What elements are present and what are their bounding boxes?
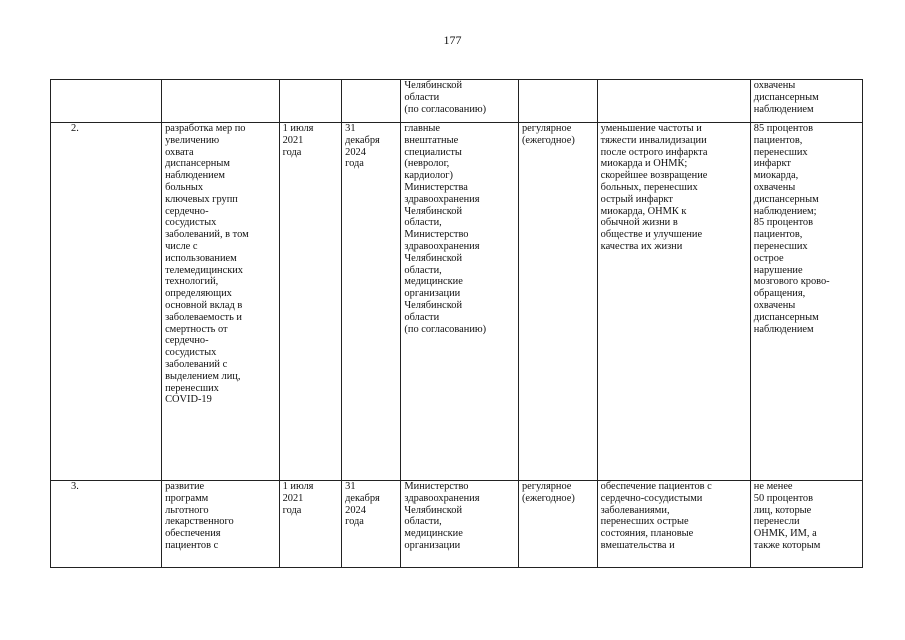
cell-line: области,	[404, 264, 442, 276]
cell-line: 2024	[345, 504, 366, 516]
cell-number: 2.	[51, 123, 162, 481]
cell-line: охвачены	[753, 181, 796, 193]
table-row	[51, 481, 863, 568]
cell-line: декабря	[345, 492, 380, 504]
cell-line: после острого инфаркта	[600, 146, 708, 158]
cell-line: заболеваний с	[165, 358, 228, 370]
cell-line: Министерство	[404, 481, 469, 492]
cell-start-date	[279, 80, 342, 123]
cell-line: пациентов,	[753, 134, 803, 146]
cell-line: (по согласованию)	[404, 323, 487, 335]
cell-line: перенесших острые	[600, 516, 689, 528]
cell-indicator	[750, 80, 862, 123]
cell-line: ОНМК, ИМ, а	[753, 528, 817, 540]
cell-line: охвачены	[753, 299, 796, 311]
cell-line: обеспечения	[165, 528, 221, 540]
cell-line: охвачены	[753, 80, 796, 91]
cell-line: лиц, которые	[753, 504, 812, 516]
cell-line: диспансерным	[165, 158, 230, 170]
cell-line: наблюдением;	[753, 205, 817, 217]
cell-indicator	[750, 481, 862, 568]
cell-line: Челябинской	[404, 205, 463, 217]
cell-measure	[162, 123, 280, 481]
cell-line: ключевых групп	[165, 193, 238, 205]
cell-line: перенесших	[165, 382, 219, 394]
cell-line: медицинские	[404, 528, 463, 540]
cell-line: льготного	[165, 504, 209, 516]
cell-line: миокарда, ОНМК к	[600, 205, 687, 217]
cell-line: внештатные	[404, 134, 459, 146]
cell-line: 85 процентов	[753, 123, 813, 134]
cell-line: 50 процентов	[753, 492, 813, 504]
cell-line: качества их жизни	[600, 240, 683, 252]
cell-measure	[162, 481, 280, 568]
cell-line: развитие	[165, 481, 205, 492]
cell-line: обращения,	[753, 288, 806, 300]
cell-line: специалисты	[404, 146, 462, 158]
cell-line: сердечно-сосудистыми	[600, 492, 703, 504]
cell-line: 2021	[282, 492, 304, 504]
cell-periodicity	[518, 80, 597, 123]
cell-line: области,	[404, 217, 442, 229]
cell-responsible	[401, 123, 519, 481]
cell-line: COVID-19	[165, 394, 212, 406]
cell-line: обществе и улучшение	[600, 229, 703, 241]
cell-line: перенесли	[753, 516, 800, 528]
cell-line: тяжести инвалидизации	[600, 134, 707, 146]
cell-line: заболеваниями,	[600, 504, 670, 516]
cell-line: (ежегодное)	[521, 134, 575, 146]
cell-line: использованием	[165, 252, 237, 264]
cell-line: заболеваний, в том	[165, 229, 249, 241]
cell-line: обычной жизни в	[600, 217, 678, 229]
cell-line: пациентов,	[753, 229, 803, 241]
cell-line: обеспечение пациентов с	[600, 481, 712, 492]
cell-line: 1 июля	[282, 481, 314, 492]
cell-line: острый инфаркт	[600, 193, 673, 205]
cell-number	[51, 80, 162, 123]
cell-line: не менее	[753, 481, 793, 492]
cell-line: числе с	[165, 240, 198, 252]
cell-line: нарушение	[753, 264, 803, 276]
cell-line: разработка мер по	[165, 123, 246, 134]
cell-line: состояния, плановые	[600, 528, 694, 540]
cell-line: (ежегодное)	[521, 492, 575, 504]
cell-line: больных	[165, 181, 204, 193]
cell-line: смертность от	[165, 323, 228, 335]
table-row	[51, 123, 863, 481]
page-number: 177	[443, 33, 462, 47]
cell-line: организации	[404, 288, 461, 300]
cell-line: уменьшение частоты и	[600, 123, 702, 134]
cell-line: регулярное	[521, 123, 572, 134]
cell-line: наблюдением	[753, 103, 814, 115]
cell-line: сердечно-	[165, 205, 209, 217]
cell-line: декабря	[345, 134, 380, 146]
cell-line: области	[404, 91, 440, 103]
cell-line: скорейшее возвращение	[600, 170, 708, 182]
cell-start-date	[279, 481, 342, 568]
cell-line: наблюдением	[165, 170, 225, 182]
cell-line: сердечно-	[165, 335, 209, 347]
cell-line: заболеваемость и	[165, 311, 242, 323]
cell-line: медицинские	[404, 276, 463, 288]
cell-indicator	[750, 123, 862, 481]
cell-line: диспансерным	[753, 193, 819, 205]
cell-result	[597, 80, 750, 123]
cell-line: области	[404, 311, 440, 323]
cell-line: Министерство	[404, 229, 469, 241]
cell-line: Челябинской	[404, 299, 463, 311]
cell-line: Министерства	[404, 181, 468, 193]
cell-line: лекарственного	[165, 516, 234, 528]
cell-line: наблюдением	[753, 323, 814, 335]
cell-line: здравоохранения	[404, 240, 480, 252]
cell-line: определяющих	[165, 288, 232, 300]
cell-line: больных, перенесших	[600, 181, 698, 193]
cell-responsible	[401, 80, 519, 123]
cell-line: сосудистых	[165, 347, 217, 359]
cell-line: регулярное	[521, 481, 572, 492]
cell-start-date	[279, 123, 342, 481]
cell-line: сосудистых	[165, 217, 217, 229]
cell-number: 3.	[51, 481, 162, 568]
cell-line: года	[345, 516, 364, 528]
cell-line: перенесших	[753, 146, 808, 158]
cell-line: миокарда и ОНМК;	[600, 158, 688, 170]
cell-line: кардиолог)	[404, 170, 453, 182]
cell-line: 1 июля	[282, 123, 314, 134]
cell-end-date	[342, 80, 401, 123]
cell-line: выделением лиц,	[165, 370, 241, 382]
cell-responsible	[401, 481, 519, 568]
cell-line: пациентов с	[165, 539, 219, 551]
cell-result	[597, 481, 750, 568]
cell-line: миокарда,	[753, 170, 799, 182]
cell-line: диспансерным	[753, 91, 819, 103]
cell-line: Челябинской	[404, 252, 463, 264]
cell-line: охвата	[165, 146, 194, 158]
cell-line: мозгового крово-	[753, 276, 830, 288]
cell-line: телемедицинских	[165, 264, 244, 276]
cell-line: области,	[404, 516, 442, 528]
cell-line: инфаркт	[753, 158, 791, 170]
cell-line: главные	[404, 123, 441, 134]
cell-line: здравоохранения	[404, 193, 480, 205]
cell-line: перенесших	[753, 240, 808, 252]
cell-line: 31	[345, 481, 356, 492]
cell-line: здравоохранения	[404, 492, 480, 504]
cell-line: (по согласованию)	[404, 103, 487, 115]
cell-periodicity	[518, 481, 597, 568]
cell-periodicity	[518, 123, 597, 481]
cell-line: 2021	[282, 134, 304, 146]
cell-line: 31	[345, 123, 356, 134]
cell-measure	[162, 80, 280, 123]
cell-line: увеличению	[165, 134, 220, 146]
cell-end-date	[342, 481, 401, 568]
cell-line: года	[282, 146, 302, 158]
cell-line: организации	[404, 539, 461, 551]
cell-line: года	[345, 158, 364, 170]
cell-line: диспансерным	[753, 311, 819, 323]
cell-line: вмешательства и	[600, 539, 675, 551]
cell-line: также которым	[753, 539, 821, 551]
cell-line: Челябинской	[404, 80, 463, 91]
cell-line: Челябинской	[404, 504, 463, 516]
cell-line: основной вклад в	[165, 299, 243, 311]
cell-line: 85 процентов	[753, 217, 813, 229]
measures-table	[50, 79, 863, 568]
cell-line: острое	[753, 252, 784, 264]
table-row-continuation	[51, 80, 863, 123]
cell-line: технологий,	[165, 276, 219, 288]
cell-line: программ	[165, 492, 209, 504]
cell-result	[597, 123, 750, 481]
cell-line: (невролог,	[404, 158, 450, 170]
cell-line: 2024	[345, 146, 366, 158]
cell-line: года	[282, 504, 302, 516]
cell-end-date	[342, 123, 401, 481]
